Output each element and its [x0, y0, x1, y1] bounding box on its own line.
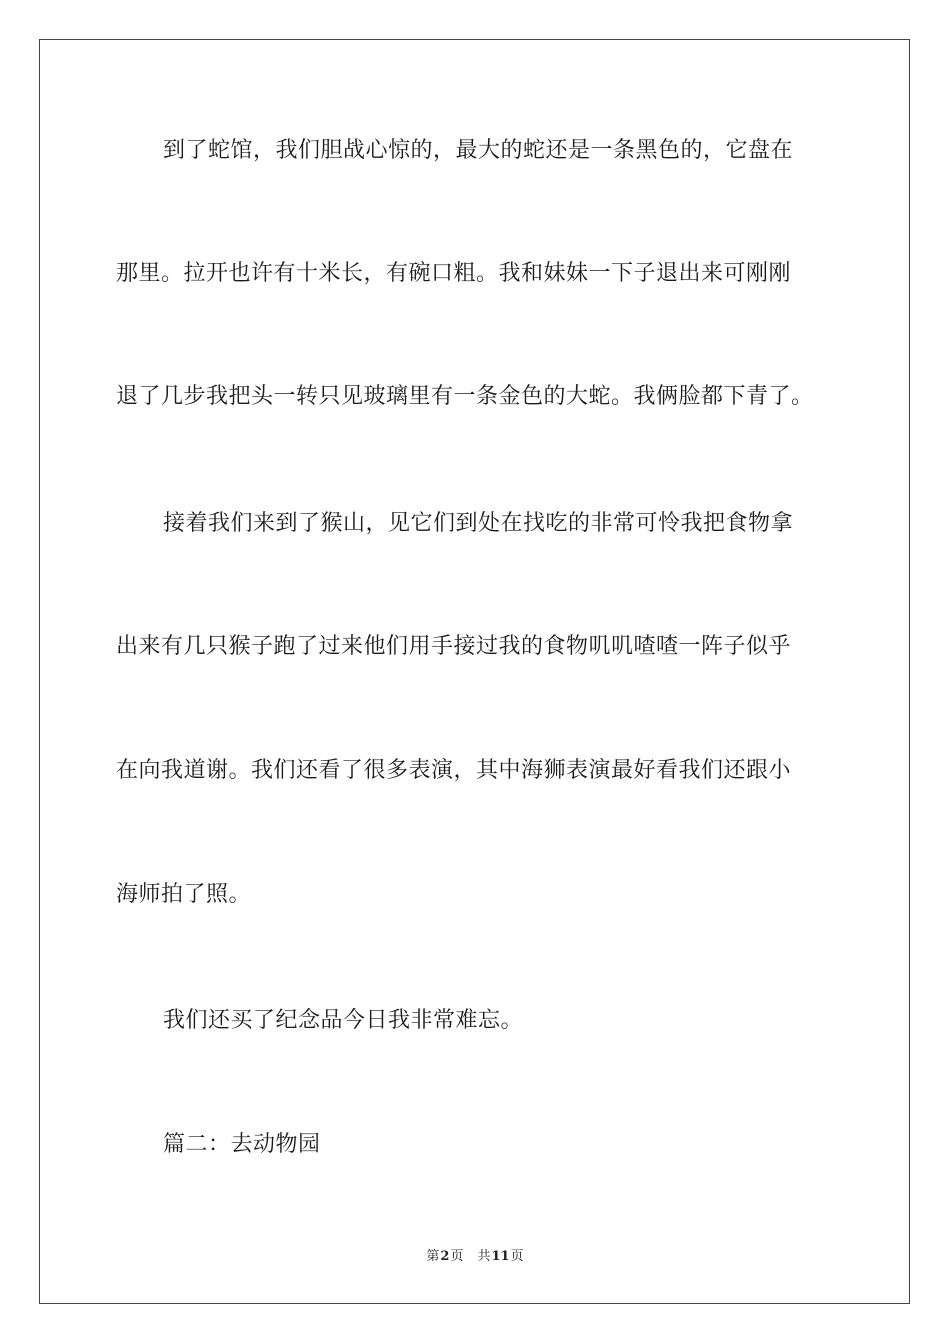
paragraph-line: 海师拍了照。	[116, 882, 252, 907]
paragraph-line: 出来有几只猴子跑了过来他们用手接过我的食物叽叽喳喳一阵子似乎	[116, 634, 792, 659]
total-prefix: 共	[477, 1249, 491, 1264]
total-pages: 11	[491, 1249, 510, 1264]
total-suffix: 页	[510, 1249, 524, 1264]
paragraph-line: 到了蛇馆，我们胆战心惊的，最大的蛇还是一条黑色的，它盘在	[163, 138, 794, 163]
page-border	[39, 39, 910, 1304]
paragraph-line: 在向我道谢。我们还看了很多表演，其中海狮表演最好看我们还跟小	[116, 758, 792, 783]
paragraph-line: 我们还买了纪念品今日我非常难忘。	[163, 1008, 524, 1033]
page-number: 2	[440, 1249, 450, 1264]
page-prefix: 第	[426, 1249, 440, 1264]
paragraph-line: 那里。拉开也许有十米长，有碗口粗。我和妹妹一下子退出来可刚刚	[116, 261, 792, 286]
section-heading: 篇二：去动物园	[163, 1132, 321, 1157]
paragraph-line: 接着我们来到了猴山，见它们到处在找吃的非常可怜我把食物拿	[163, 511, 794, 536]
paragraph-line: 退了几步我把头一转只见玻璃里有一条金色的大蛇。我俩脸都下青了。	[116, 384, 814, 409]
page-suffix: 页	[450, 1249, 464, 1264]
page-footer	[0, 1248, 950, 1266]
